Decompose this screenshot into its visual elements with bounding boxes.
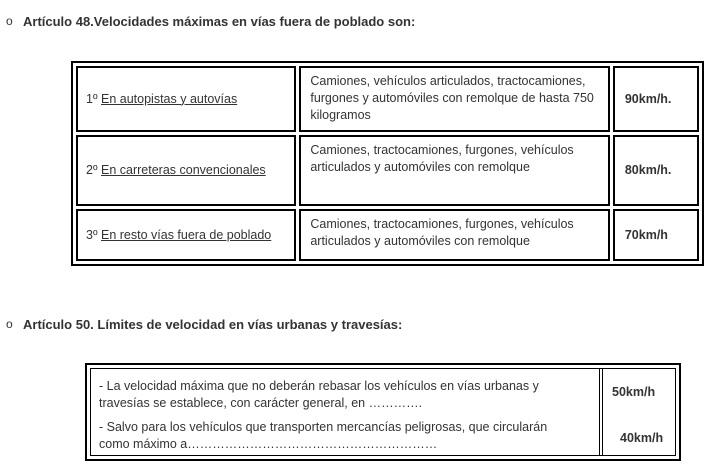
urban-table-inner bbox=[90, 368, 676, 456]
article-50-title: Artículo 50. Límites de velocidad en vías urbanas y travesías: bbox=[23, 317, 403, 332]
road-type-cell bbox=[76, 135, 296, 206]
column-divider bbox=[599, 369, 600, 455]
bullet-marker: o bbox=[6, 14, 13, 28]
table-row bbox=[76, 66, 699, 132]
dangerous-goods-limit-text: - Salvo para los vehículos que transporten mercancías peligrosas, que circularán como máximo a…………………………………………………… bbox=[99, 420, 548, 451]
road-type-link-resto-vias[interactable]: En resto vías fuera de poblado bbox=[101, 227, 272, 242]
speed-cell: 90km/h. bbox=[613, 66, 699, 132]
speed-limits-table-outside-towns bbox=[71, 61, 704, 266]
table-row bbox=[76, 209, 699, 261]
road-type-cell bbox=[76, 66, 296, 132]
speed-limits-table-urban bbox=[85, 363, 681, 461]
urban-general-limit-text: - La velocidad máxima que no deberán rebasar los vehículos en vías urbanas y travesías se establece, con carácter general, en …………. bbox=[99, 379, 539, 410]
road-type-link-autopistas[interactable]: En autopistas y autovías bbox=[101, 91, 238, 106]
road-type-cell bbox=[76, 209, 296, 261]
vehicles-cell: Camiones, vehículos articulados, tractocamiones, furgones y automóviles con remolque de hasta 750 kilogramos bbox=[299, 66, 610, 132]
dangerous-goods-limit-speed: 40km/h bbox=[620, 431, 664, 445]
urban-general-limit-speed: 50km/h bbox=[612, 385, 656, 399]
bullet-marker: o bbox=[6, 317, 13, 331]
vehicles-cell: Camiones, tractocamiones, furgones, vehículos articulados y automóviles con remolque bbox=[299, 135, 610, 206]
row-prefix: 2º bbox=[86, 163, 101, 178]
article-48-title: Artículo 48.Velocidades máximas en vías fuera de poblado son: bbox=[23, 14, 416, 29]
row-prefix: 3º bbox=[86, 227, 101, 242]
row-prefix: 1º bbox=[86, 91, 101, 106]
speed-cell: 80km/h. bbox=[613, 135, 699, 206]
column-divider bbox=[602, 369, 603, 455]
road-type-link-carreteras[interactable]: En carreteras convencionales bbox=[101, 163, 266, 178]
vehicles-cell: Camiones, tractocamiones, furgones, vehículos articulados y automóviles con remolque bbox=[299, 209, 610, 261]
speed-cell: 70km/h bbox=[613, 209, 699, 261]
table-row bbox=[76, 135, 699, 206]
